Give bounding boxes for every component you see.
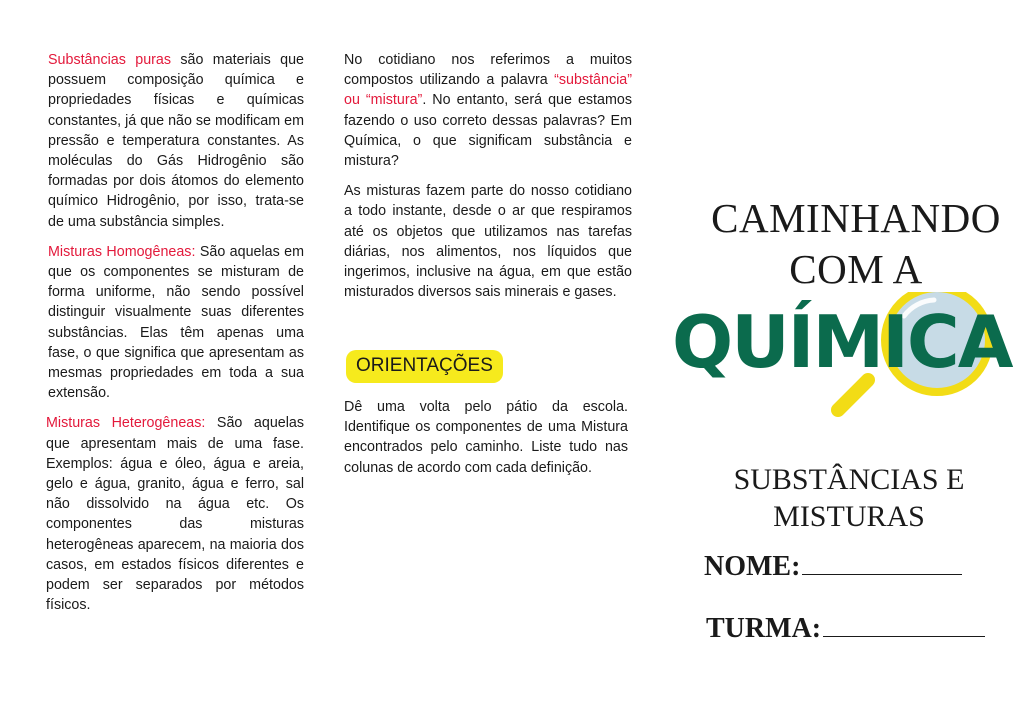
cover-title-line1: CAMINHANDO [711, 195, 1001, 241]
text-homogeneous: São aquelas em que os componentes se misturam de forma uniforme, não sendo possível distinguir visualmente suas diferentes substâncias. Elas têm apenas uma fase, o que significa que apresentam as mesmas propriedades em toda a sua extensão. [48, 243, 304, 402]
term-homogeneous: Misturas Homogêneas: [48, 243, 196, 260]
cover-title-line2: COM A [789, 246, 923, 292]
term-pure-substances: Substâncias puras [48, 52, 172, 68]
name-blank-line[interactable] [802, 550, 962, 575]
subtitle-line2: MISTURAS [773, 500, 925, 533]
intro-after: . No entanto, será que estamos fazendo o uso correto dessas palavras? Em Química, o que significam substância e mistura? [344, 92, 632, 170]
class-blank-line[interactable] [823, 612, 985, 637]
logo-word: QUÍMICA [672, 300, 1012, 384]
cover-title [694, 193, 1018, 295]
orientations-badge: ORIENTAÇÕES [346, 350, 503, 383]
quimica-logo [672, 292, 1017, 427]
name-label: NOME: [704, 551, 801, 582]
paragraph-homogeneous [48, 242, 304, 404]
paragraph-intro [344, 50, 632, 171]
text-heterogeneous: São aquelas que apresentam mais de uma fase. Exemplos: água e óleo, água e areia, gelo e água, granito, água e ferro, sal não dissolvido na água etc. Os componentes das misturas heterogêneas aparecem, na maioria dos casos, em estados físicos diferentes e podem ser separados por métodos físicos. [46, 415, 305, 614]
class-label: TURMA: [706, 613, 822, 644]
intro-highlight: “substância” ou “mistura” [344, 72, 632, 109]
cover-subtitle [704, 461, 994, 535]
paragraph-heterogeneous [46, 413, 304, 615]
paragraph-pure-substances [48, 50, 304, 232]
paragraph-mixtures-daily: As misturas fazem parte do nosso cotidiano a todo instante, desde o ar que respiramos até os objetos que utilizamos nas tarefas diárias, nos alimentos, nos líquidos que ingerimos, inclusive na água, em que estão misturados diversos sais minerais e gases. [344, 183, 632, 301]
orientations-text: Dê uma volta pelo pátio da escola. Identifique os componentes de uma Mistura encontrados pelo caminho. Liste tudo nas colunas de acordo com cada definição. [344, 399, 628, 476]
text-pure-substances: são materiais que possuem composição química e propriedades físicas e químicas constantes, já que não se modificam em pressão e temperatura constantes. As moléculas do Gás Hidrogênio são formadas por dois átomos do elemento químico Hidrogênio, por isso, trata-se de uma substância simples. [48, 52, 304, 230]
intro-before: No cotidiano nos referimos a muitos compostos utilizando a palavra [344, 52, 632, 89]
term-heterogeneous: Misturas Heterogêneas: [46, 415, 206, 432]
class-field [706, 612, 985, 645]
column-introduction [344, 50, 632, 312]
name-field [704, 550, 962, 583]
subtitle-line1: SUBSTÂNCIAS E [733, 463, 965, 496]
column-definitions [48, 50, 304, 625]
